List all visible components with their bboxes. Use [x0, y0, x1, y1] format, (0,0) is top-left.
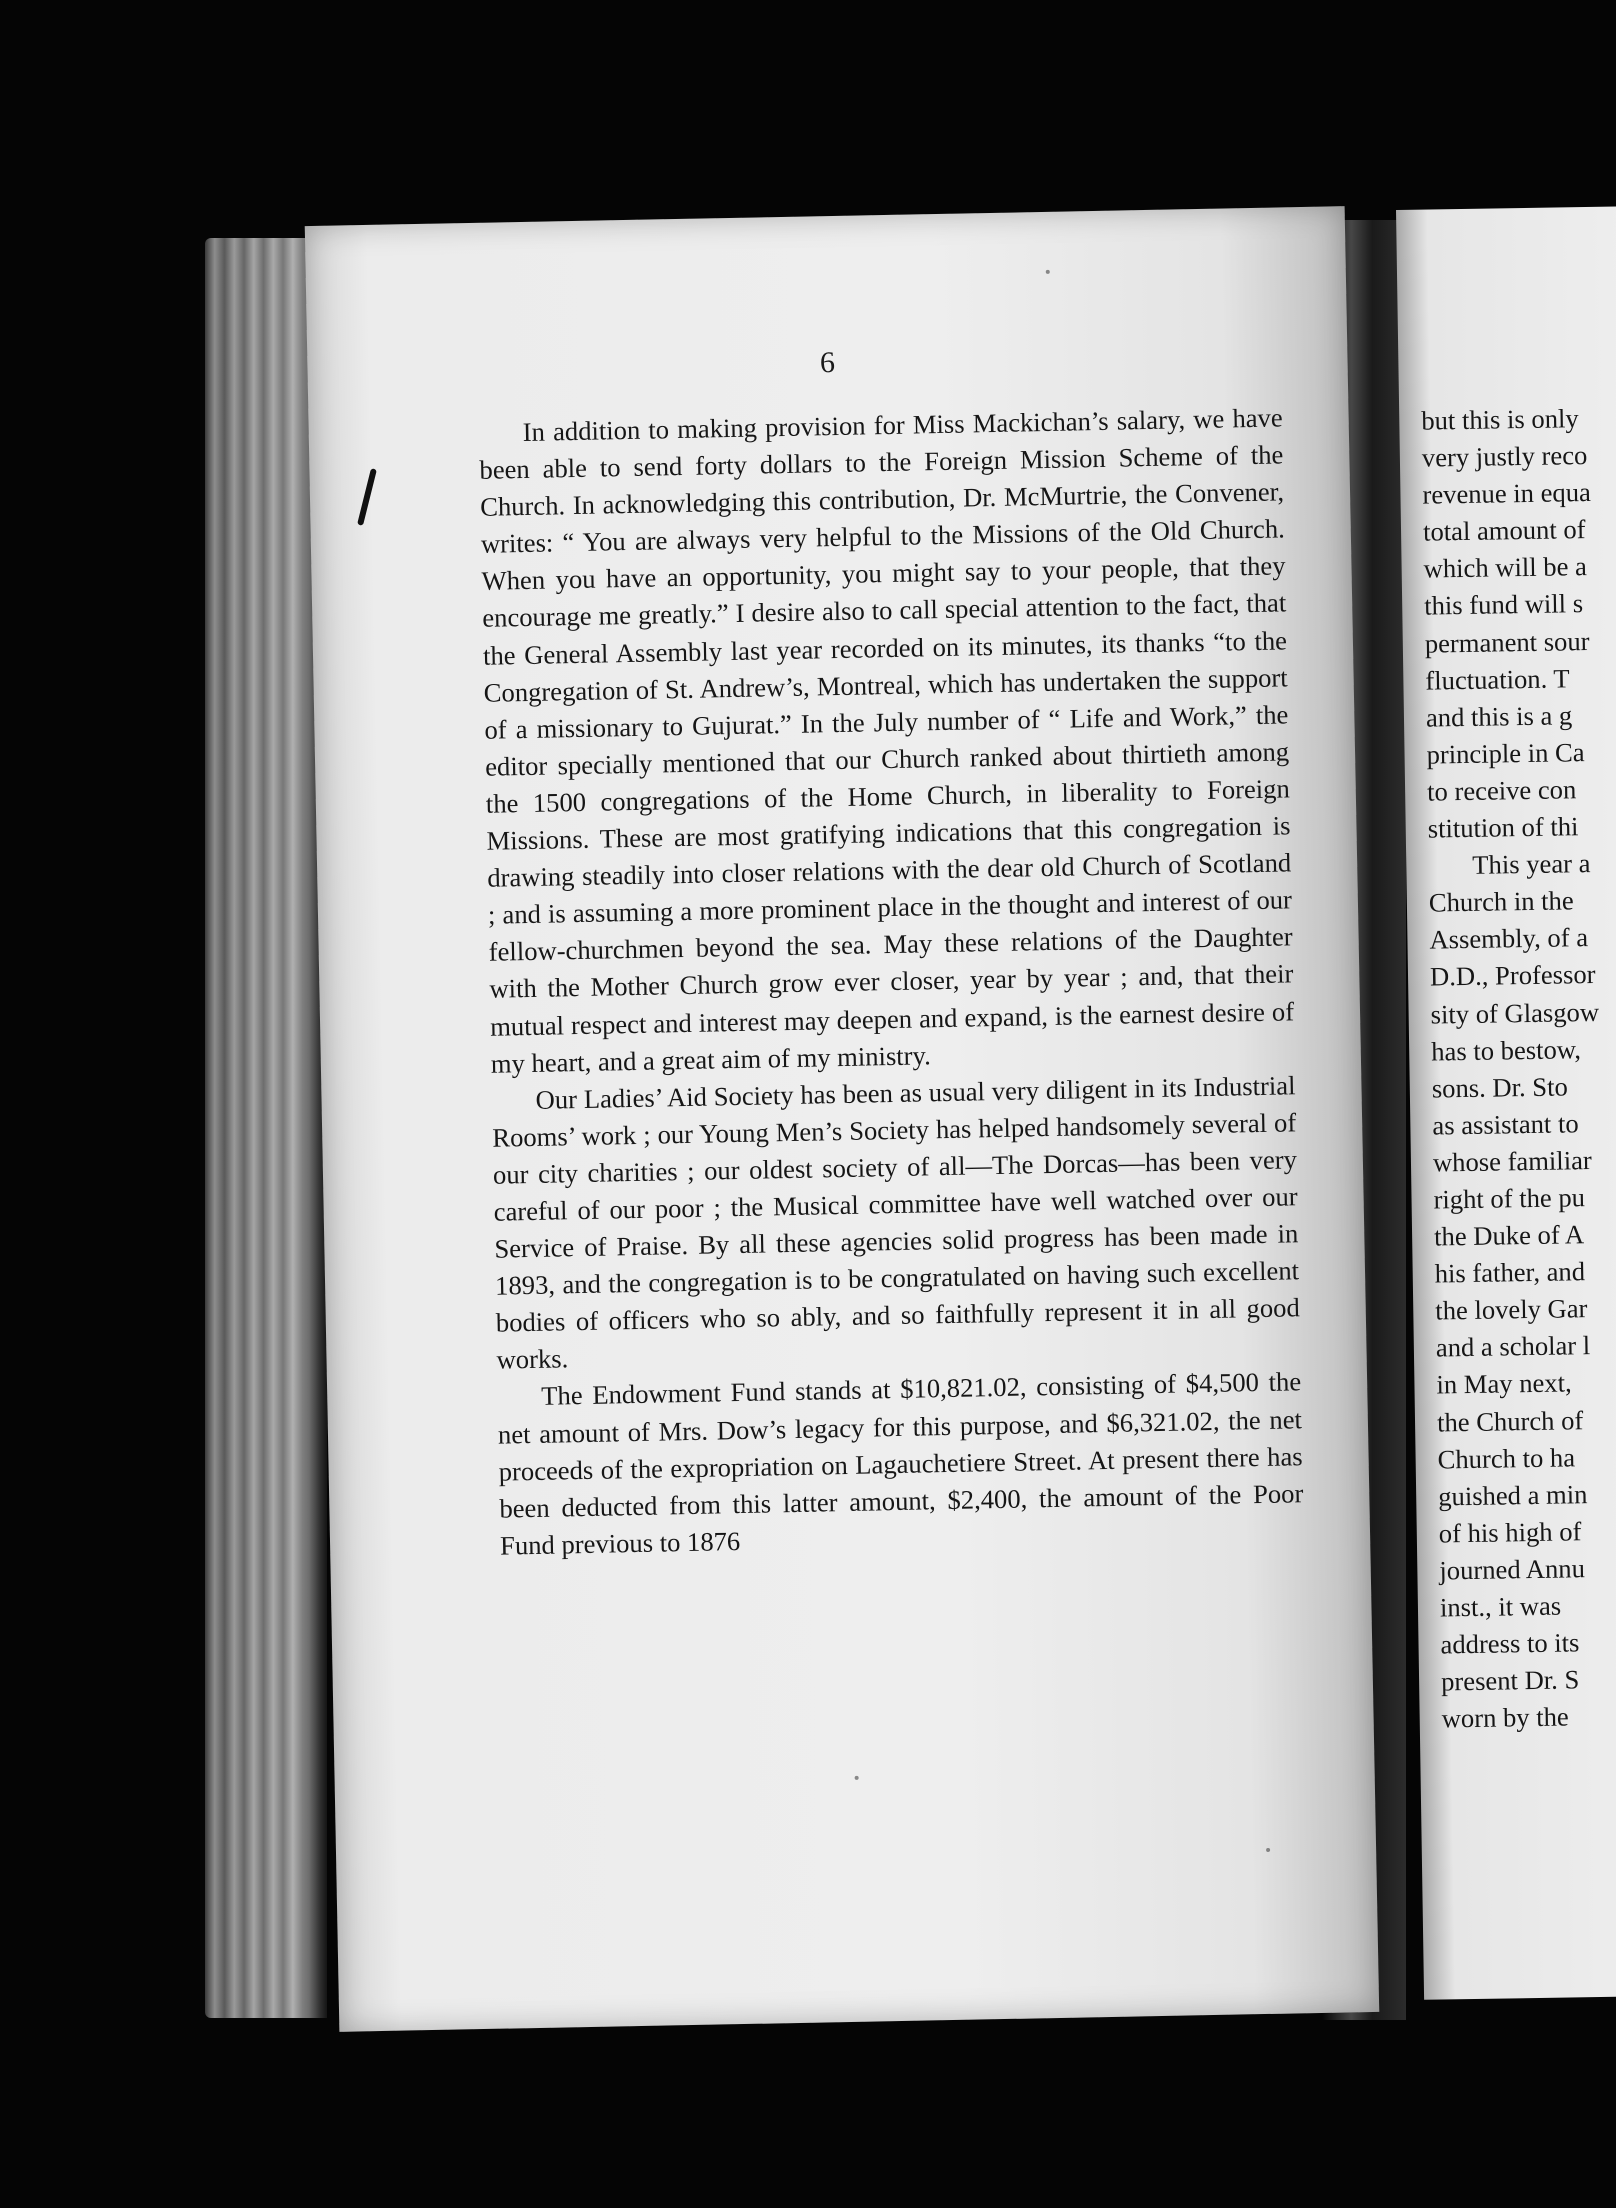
right-page-line: fluctuation. T [1425, 662, 1570, 696]
right-page-line: very justly reco [1421, 440, 1588, 473]
right-page-line: worn by the [1441, 1701, 1569, 1734]
right-page-line: but this is only [1421, 403, 1579, 436]
right-page-line: stitution of thi [1427, 811, 1579, 844]
page-number: 6 [819, 345, 836, 380]
left-page-text [478, 399, 1304, 1564]
right-page-line: sons. Dr. Sto [1431, 1071, 1568, 1104]
right-page-line: D.D., Professor [1429, 959, 1596, 992]
right-page-line: address to its [1440, 1627, 1580, 1660]
right-page-line: his father, and [1434, 1256, 1586, 1289]
right-page-line: of his high of [1438, 1516, 1582, 1549]
right-page-line: right of the pu [1433, 1182, 1586, 1215]
paragraph-endowment: The Endowment Fund stands at $10,821.02, consisting of $4,500 the net amount of Mrs. Dow’s legacy for this purpose, and $6,321.02, the net proceeds of the expropriation on Lagauchetiere Street. At present there has been deducted from this latter amount, $2,400, the amount of the Poor Fund previous to 1876 [497, 1366, 1304, 1561]
right-page-line: Assembly, of a [1429, 922, 1589, 955]
right-page-line: permanent sour [1424, 625, 1590, 659]
paper-speck [1266, 1848, 1270, 1852]
right-page-text [1421, 396, 1616, 1737]
paper-speck [855, 1776, 859, 1780]
right-page-line: inst., it was [1439, 1590, 1562, 1623]
right-page-line: journed Annu [1439, 1553, 1586, 1586]
right-page-line: the Duke of A [1433, 1219, 1585, 1252]
right-page-line: which will be a [1423, 551, 1588, 584]
right-page-line: principle in Ca [1426, 736, 1585, 770]
right-page-line: and a scholar l [1435, 1330, 1591, 1363]
right-page-line: This year a [1472, 848, 1591, 881]
right-page-line: total amount of [1422, 514, 1586, 547]
right-page-line: the Church of [1436, 1404, 1584, 1438]
paragraph-societies: Our Ladies’ Aid Society has been as usual very diligent in its Industrial Rooms’ work ; our Young Men’s Society has helped handsomely several of our city charities ; our oldest society of all—The Dorcas—has been very careful of our poor ; the Musical committee have well watched over our Service of Praise. By all these agencies solid progress has been made in 1893, and the congregation is to be congratulated on having such excellent bodies of officers who so ably, and so faithfully represent it in all good works. [492, 1069, 1300, 1376]
right-page-line: the lovely Gar [1435, 1293, 1588, 1326]
right-page-line: to receive con [1426, 774, 1577, 807]
right-page-fragment [1396, 206, 1616, 2000]
page-stack-edges [205, 238, 327, 2018]
right-page-line: Church in the [1428, 885, 1574, 918]
right-page-line: present Dr. S [1440, 1664, 1580, 1697]
right-page-line: and this is a g [1425, 700, 1573, 733]
paper-speck [1046, 270, 1050, 274]
right-page-line: in May next, [1436, 1367, 1572, 1400]
right-page-line: has to bestow, [1430, 1033, 1582, 1067]
right-page-line: this fund will s [1423, 588, 1584, 622]
right-page-line: as assistant to [1432, 1108, 1579, 1141]
right-page-line: whose familiar [1432, 1144, 1592, 1178]
right-page-line: guished a min [1437, 1478, 1588, 1512]
right-page-line: revenue in equa [1422, 477, 1592, 510]
right-page-line: Church to ha [1437, 1441, 1576, 1475]
right-page-line: sity of Glasgow [1430, 996, 1600, 1030]
left-page [305, 206, 1379, 2032]
paragraph-missions: In addition to making provision for Miss Mackichan’s salary, we have been able to send forty dollars to the Foreign Mission Scheme of the Church. In acknowledging this contribution, Dr. McMurtrie, the Convener, writes: “ You are always very helpful to the Missions of the Old Church. When you have an opportunity, you might say to your people, that they encourage me greatly.” I desire also to call special attention to the fact, that the General Assembly last year recorded on its minutes, its thanks “to the Congregation of St. Andrew’s, Montreal, which has undertaken the support of a missionary to Gujurat.” In the July number of “ Life and Work,” the editor specially mentioned that our Church ranked about thirtieth among the 1500 congregations of the Home Church, in liberality to Foreign Missions. These are most gratifying indications that this congregation is drawing steadily into closer relations with the dear old Church of Scotland ; and is assuming a more prominent place in the thought and interest of our fellow-churchmen beyond the sea. May these relations of the Daughter with the Mother Church grow ever closer, year by year ; and, that their mutual respect and interest may deepen and expand, is the earnest desire of my heart, and a great aim of my ministry. [479, 402, 1295, 1079]
